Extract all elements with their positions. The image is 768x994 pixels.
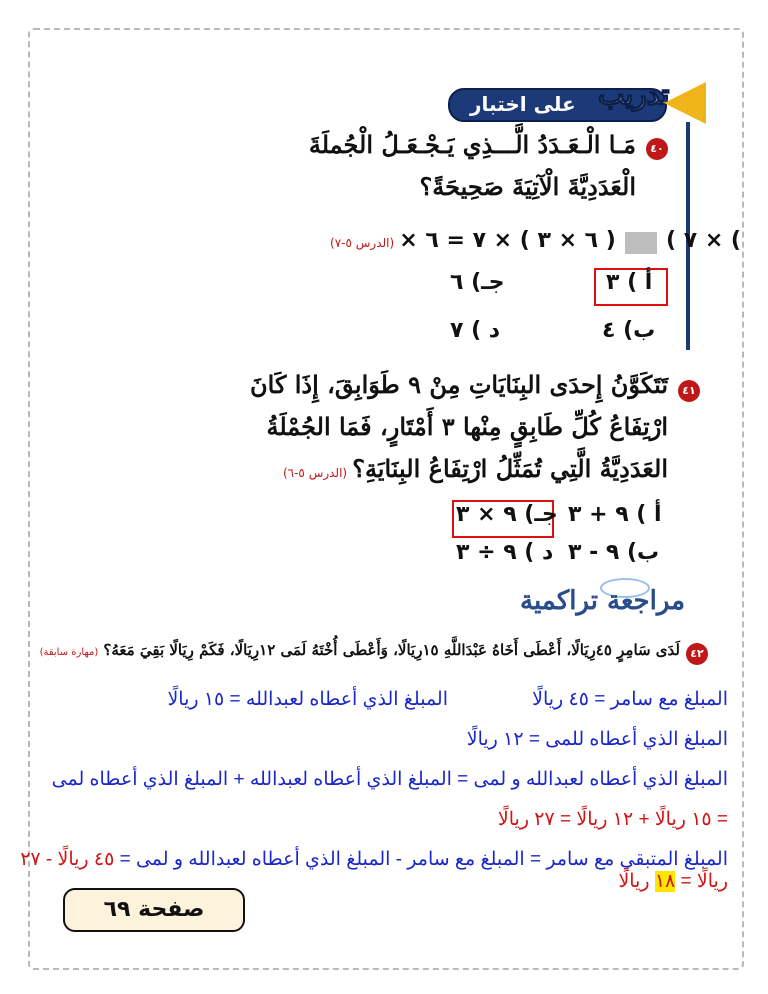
final-answer-highlight: ١٨: [654, 871, 676, 892]
review-title: مراجعة تراكمية: [520, 586, 686, 616]
q41-option-d[interactable]: د ) ٩ ÷ ٣: [456, 540, 554, 565]
q42-line: [20, 640, 680, 659]
answer-line-6: [618, 870, 728, 893]
q41-line3-wrap: [68, 454, 668, 483]
blank-box: [625, 232, 657, 254]
q41-line2: ارْتِفَاعُ كُلِّ طَابِقٍ مِنْها ٣ أَمْتَارٍ، فَمَا الجُمْلَةُ: [266, 412, 668, 441]
q40-line1: مَـا الْـعَـدَدُ الَّـــذِي يَـجْـعَـلُ الْجُملَةَ: [308, 130, 636, 159]
banner-subtitle: على اختبار: [470, 92, 576, 116]
q40-option-b[interactable]: ب) ٤: [602, 318, 656, 343]
banner-title: تدريب: [598, 78, 670, 111]
answer-line-4: = ١٥ ريالًا + ١٢ ريالًا = ٢٧ ريالًا: [497, 809, 728, 830]
answer-line-5-values: ٤٥ ريالًا - ٢٧: [20, 849, 115, 870]
question-number-40: ٤٠: [646, 138, 668, 160]
q40-option-c[interactable]: جـ) ٦: [450, 270, 505, 295]
answer-line-3: المبلغ الذي أعطاه لعبدالله و لمى = المبلغ الذي أعطاه لعبدالله + المبلغ الذي أعطاه لمى: [51, 769, 728, 790]
q42-ref: (مهارة سابقة): [39, 647, 99, 658]
test-practice-banner: [448, 78, 706, 124]
q41-line3: العَدَدِيَّةُ الَّتِي تُمَثِّلُ ارْتِفَاعُ البِنَايَةِ؟: [352, 454, 668, 483]
q40-option-d[interactable]: د ) ٧: [450, 318, 501, 343]
banner-arrow-icon: [664, 82, 706, 124]
q41-option-a[interactable]: أ ) ٩ + ٣: [568, 502, 662, 527]
answer-line-1b: المبلغ الذي أعطاه لعبدالله = ١٥ ريالًا: [167, 689, 448, 710]
answer-line-6-post: ريالًا: [618, 871, 655, 892]
q41-lesson-ref: (الدرس ٥-٦): [282, 466, 348, 480]
q41-option-b[interactable]: ب) ٩ - ٣: [568, 540, 660, 565]
q40-equation-main: ( ٦ × ٣ ) × ٧ = ٦ × (: [425, 228, 741, 253]
q41-line1: تَتَكَوَّنُ إِحدَى البِنَايَاتِ مِنْ ٩ طَوَابِقَ، إِذَا كَانَ: [250, 370, 668, 399]
question-number-41: ٤١: [678, 380, 700, 402]
page-number-box: صفحة ٦٩: [63, 888, 245, 932]
question-number-42: ٤٢: [686, 643, 708, 665]
q40-equation-end: × ٧ ): [399, 228, 698, 253]
answer-line-6-pre: ريالًا =: [675, 871, 728, 892]
q42-text: لَدَى سَامِرٍ ٤٥رِيَالًا، أَعْطَى أَخَاهُ عَبْدَاللَّهِ ١٥رِيَالًا، وَأَعْطَى أُخْتَهُ لَمَى ١٢رِيَالًا، فَكَمْ رِيَالًا بَقِيَ مَعَهُ؟: [103, 641, 680, 659]
q40-option-a[interactable]: أ ) ٣: [606, 270, 653, 295]
q41-option-c[interactable]: جـ) ٩ × ٣: [456, 502, 558, 527]
answer-line-5-text: المبلغ المتبقي مع سامر = المبلغ مع سامر - المبلغ الذي أعطاه لعبدالله و لمى =: [114, 849, 728, 870]
q40-line2: الْعَدَدِيَّةَ الْآتِيَةَ صَحِيحَةً؟: [419, 172, 636, 201]
answer-line-1a: المبلغ مع سامر = ٤٥ ريالًا: [532, 689, 728, 710]
q40-equation: [330, 228, 741, 254]
q40-lesson-ref: (الدرس ٥-٧): [330, 236, 395, 250]
answer-line-5: [20, 848, 728, 871]
answer-line-2: المبلغ الذي أعطاه للمى = ١٢ ريالًا: [466, 729, 728, 750]
